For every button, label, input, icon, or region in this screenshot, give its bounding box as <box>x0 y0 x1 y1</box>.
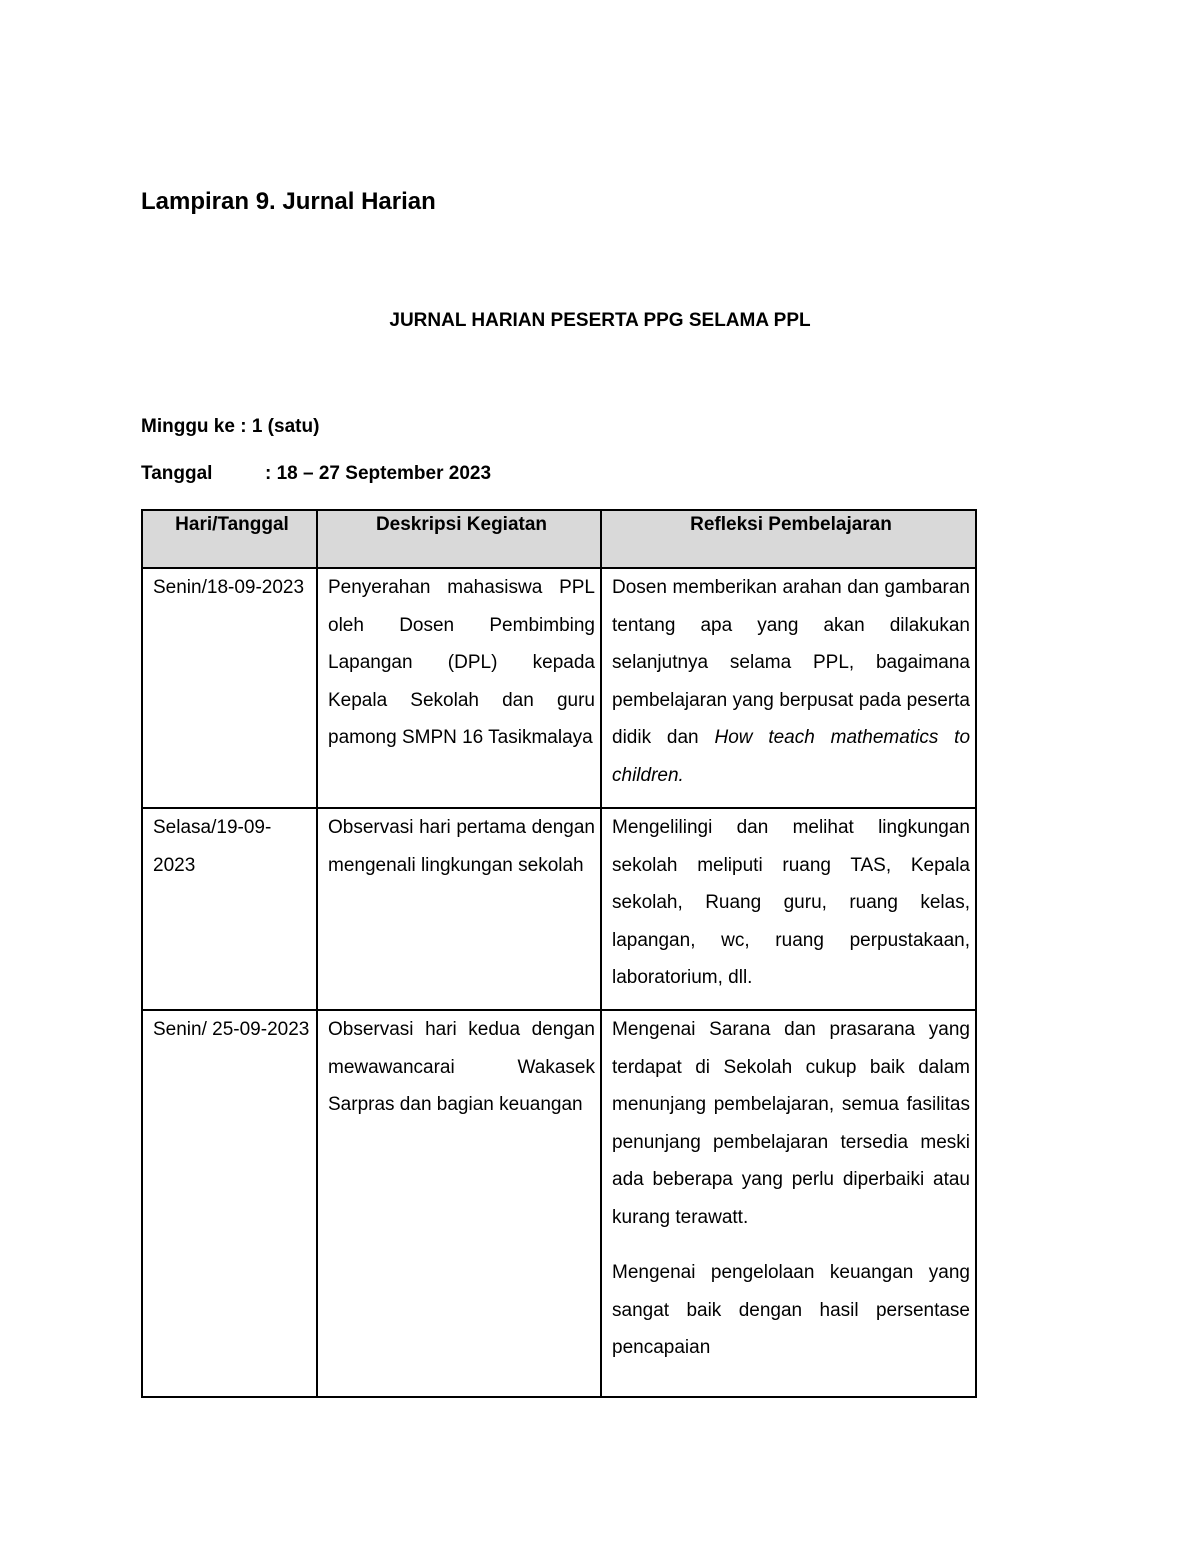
reflection-second-paragraph: Mengenai pengelolaan keuangan yang sangat baik dengan hasil persentase pencapaian <box>612 1262 970 1358</box>
date-label: Tanggal <box>141 463 213 484</box>
date-value: : 18 – 27 September 2023 <box>265 463 492 484</box>
cell-description <box>317 1010 601 1397</box>
cell-day <box>142 568 317 808</box>
day-text: Senin/18-09-2023 <box>153 577 305 598</box>
day-text: Selasa/19-09-2023 <box>153 817 272 876</box>
reflection-italic-text: How teach mathematics to children. <box>612 727 971 786</box>
week-line: Minggu ke : 1 (satu) <box>141 416 320 437</box>
header-description: Deskripsi Kegiatan <box>317 510 601 568</box>
cell-reflection <box>601 568 976 808</box>
description-text: Observasi hari kedua dengan mewawancarai Wakasek Sarpras dan bagian keuangan <box>328 1019 595 1115</box>
table-header-row <box>142 510 976 568</box>
table-row <box>142 1010 976 1397</box>
description-text: Observasi hari pertama dengan mengenali lingkungan sekolah <box>328 817 595 876</box>
cell-description <box>317 808 601 1010</box>
date-line <box>141 463 491 485</box>
journal-table <box>141 509 977 1398</box>
reflection-text: Dosen memberikan arahan dan gambaran tentang apa yang akan dilakukan selanjutnya selama PPL, bagaimana pembelajaran yang berpusat pada peserta didik dan <box>612 577 970 748</box>
header-day: Hari/Tanggal <box>142 510 317 568</box>
header-reflection: Refleksi Pembelajaran <box>601 510 976 568</box>
cell-description <box>317 568 601 808</box>
table-row <box>142 808 976 1010</box>
reflection-text: Mengelilingi dan melihat lingkungan sekolah meliputi ruang TAS, Kepala sekolah, Ruang guru, ruang kelas, lapangan, wc, ruang perpustakaan, laboratorium, dll. <box>612 817 970 988</box>
appendix-title: Lampiran 9. Jurnal Harian <box>141 188 436 215</box>
day-text: Senin/ 25-09-2023 <box>153 1019 310 1040</box>
cell-reflection <box>601 1010 976 1397</box>
document-heading: JURNAL HARIAN PESERTA PPG SELAMA PPL <box>389 310 811 331</box>
reflection-text: Mengenai Sarana dan prasarana yang terdapat di Sekolah cukup baik dalam menunjang pembelajaran, semua fasilitas penunjang pembelajaran tersedia meski ada beberapa yang perlu diperbaiki atau kurang terawatt. <box>612 1019 970 1228</box>
cell-day <box>142 1010 317 1397</box>
description-text: Penyerahan mahasiswa PPL oleh Dosen Pembimbing Lapangan (DPL) kepada Kepala Sekolah dan guru pamong SMPN 16 Tasikmalaya <box>328 577 595 748</box>
cell-day <box>142 808 317 1010</box>
table-row <box>142 568 976 808</box>
cell-reflection <box>601 808 976 1010</box>
